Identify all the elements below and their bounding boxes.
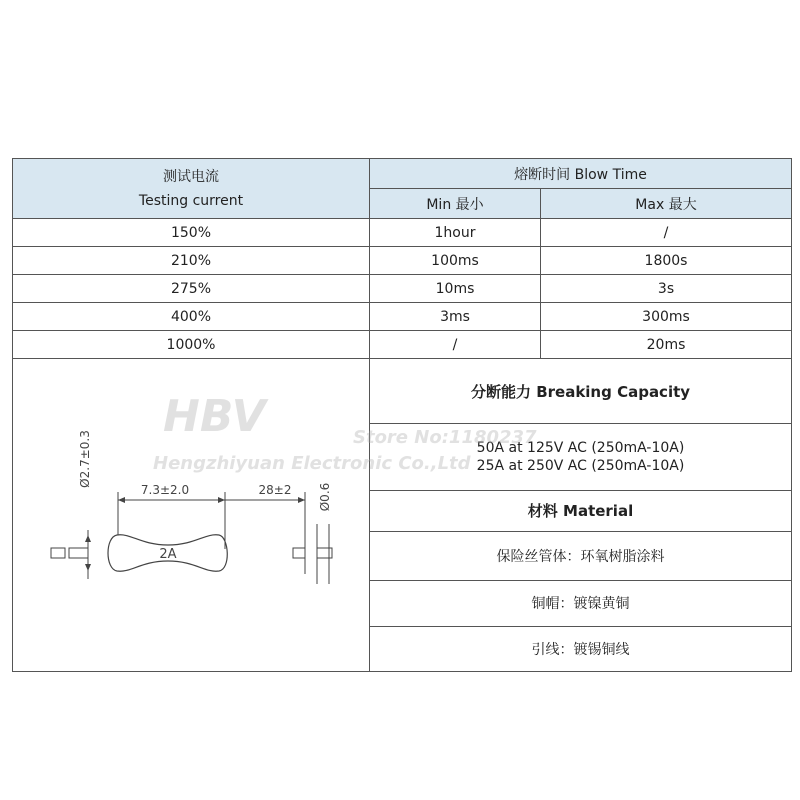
max-cell: 3s (541, 275, 792, 303)
min-cell: 100ms (370, 247, 541, 275)
watermark-company-line: Hengzhiyuan Electronic Co.,Ltd (153, 453, 471, 474)
min-cell: 3ms (370, 303, 541, 331)
breaking-capacity-title: 分断能力 Breaking Capacity (370, 359, 792, 424)
arrow-head (218, 497, 225, 503)
min-header: Min 最小 (370, 189, 541, 219)
fuse-spec-sheet (12, 158, 791, 672)
watermark-store-line: Store No:1180237 (353, 427, 537, 448)
testing-current-header-cn: 测试电流 (163, 168, 219, 185)
table-row (13, 275, 792, 303)
rating-label: 2A (159, 547, 177, 562)
spec-table (12, 158, 792, 672)
max-cell: 20ms (541, 331, 792, 359)
max-cell: 300ms (541, 303, 792, 331)
current-cell: 400% (13, 303, 370, 331)
dimension-diagram-cell (13, 359, 537, 672)
min-cell: 10ms (370, 275, 541, 303)
breaking-capacity-values (370, 424, 792, 491)
current-cell: 275% (13, 275, 370, 303)
body-length-label: 7.3±2.0 (140, 483, 190, 497)
table-row (13, 247, 792, 275)
material-title: 材料 Material (370, 491, 792, 531)
testing-current-header-en: Testing current (138, 192, 244, 209)
current-cell: 1000% (13, 331, 370, 359)
current-cell: 150% (13, 219, 370, 247)
material-item: 铜帽：镀镍黄铜 (370, 580, 792, 626)
lead-length-label: 28±2 (258, 483, 292, 497)
body-diameter-label: Ø2.7±0.3 (78, 430, 92, 488)
arrow-head (85, 535, 91, 542)
lead-diameter-label: Ø0.6 (318, 482, 332, 512)
testing-current-header (13, 159, 370, 219)
material-item: 引线：镀锡铜线 (370, 626, 792, 671)
current-cell: 210% (13, 247, 370, 275)
arrow-head (85, 564, 91, 571)
max-cell: 1800s (541, 247, 792, 275)
table-row (13, 219, 792, 247)
blow-time-header: 熔断时间 Blow Time (370, 159, 792, 189)
min-cell: / (370, 331, 541, 359)
fuse-dimension-drawing (13, 359, 368, 671)
watermark-logo: HBV (163, 391, 266, 442)
material-item: 保险丝管体：环氧树脂涂料 (370, 531, 792, 580)
table-row (13, 303, 792, 331)
arrow-head (118, 497, 125, 503)
right-lead-end (317, 548, 332, 558)
right-lead (293, 548, 305, 558)
breaking-capacity-line: 50A at 125V AC (250mA-10A) (476, 440, 685, 457)
max-header: Max 最大 (541, 189, 792, 219)
min-cell: 1hour (370, 219, 541, 247)
left-lead-end (51, 548, 65, 558)
breaking-capacity-line: 25A at 250V AC (250mA-10A) (476, 458, 685, 475)
arrow-head (298, 497, 305, 503)
table-row (13, 331, 792, 359)
left-lead (69, 548, 88, 558)
max-cell: / (541, 219, 792, 247)
